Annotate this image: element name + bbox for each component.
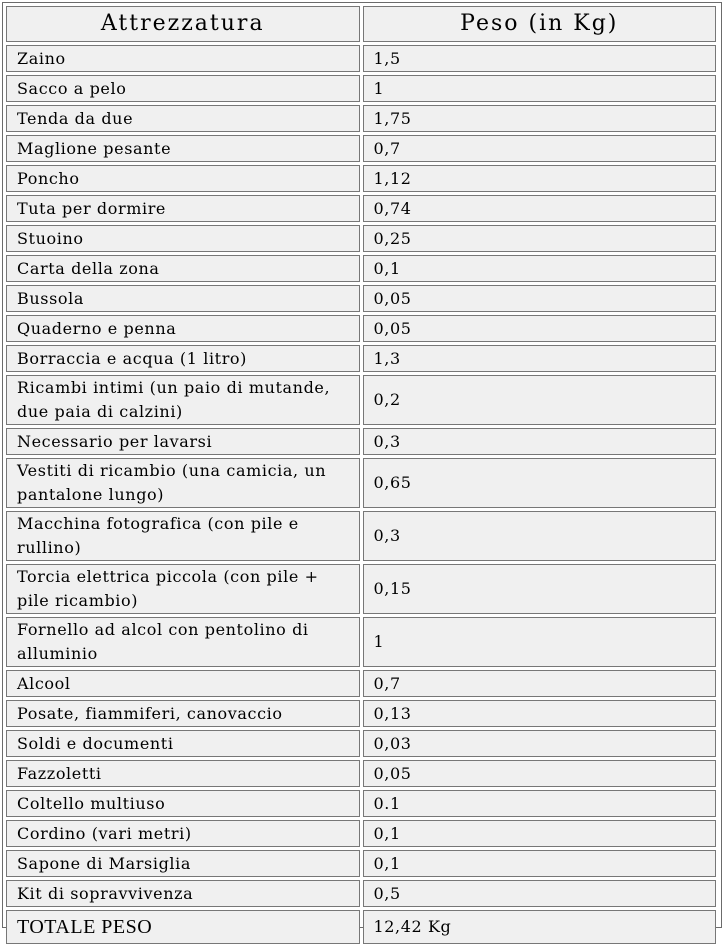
table-row (6, 165, 716, 192)
weight-cell: 0,05 (363, 315, 717, 342)
weight-cell: 1,5 (363, 45, 717, 72)
item-cell: Poncho (6, 165, 360, 192)
item-cell: Necessario per lavarsi (6, 428, 360, 455)
total-label: TOTALE PESO (6, 910, 360, 944)
table-row (6, 458, 716, 508)
table-row (6, 760, 716, 787)
item-cell: Sapone di Marsiglia (6, 850, 360, 877)
weight-cell: 1 (363, 617, 717, 667)
table-row (6, 820, 716, 847)
weight-cell: 1,12 (363, 165, 717, 192)
table-row (6, 700, 716, 727)
table-row (6, 255, 716, 282)
table-row (6, 315, 716, 342)
item-cell: Coltello multiuso (6, 790, 360, 817)
table-frame (2, 2, 722, 938)
item-cell: Cordino (vari metri) (6, 820, 360, 847)
item-cell: Quaderno e penna (6, 315, 360, 342)
header-weight: Peso (in Kg) (363, 6, 717, 42)
weight-cell: 0,03 (363, 730, 717, 757)
item-cell: Macchina fotografica (con pile e rullino) (6, 511, 360, 561)
equipment-table (3, 3, 719, 947)
table-row (6, 850, 716, 877)
item-cell: Torcia elettrica piccola (con pile + pile ricambio) (6, 564, 360, 614)
weight-cell: 0,65 (363, 458, 717, 508)
weight-cell: 0,05 (363, 760, 717, 787)
item-cell: Vestiti di ricambio (una camicia, un pantalone lungo) (6, 458, 360, 508)
item-cell: Posate, fiammiferi, canovaccio (6, 700, 360, 727)
item-cell: Ricambi intimi (un paio di mutande, due paia di calzini) (6, 375, 360, 425)
item-cell: Bussola (6, 285, 360, 312)
table-row (6, 225, 716, 252)
total-value: 12,42 Kg (363, 910, 717, 944)
item-cell: Alcool (6, 670, 360, 697)
weight-cell: 0,3 (363, 511, 717, 561)
item-cell: Soldi e documenti (6, 730, 360, 757)
item-cell: Tuta per dormire (6, 195, 360, 222)
table-row (6, 135, 716, 162)
weight-cell: 0,25 (363, 225, 717, 252)
item-cell: Maglione pesante (6, 135, 360, 162)
table-row (6, 105, 716, 132)
header-row (6, 6, 716, 42)
table-row (6, 564, 716, 614)
item-cell: Borraccia e acqua (1 litro) (6, 345, 360, 372)
weight-cell: 1,75 (363, 105, 717, 132)
item-cell: Kit di sopravvivenza (6, 880, 360, 907)
item-cell: Carta della zona (6, 255, 360, 282)
weight-cell: 0,5 (363, 880, 717, 907)
table-row (6, 670, 716, 697)
weight-cell: 0,7 (363, 670, 717, 697)
weight-cell: 0,15 (363, 564, 717, 614)
weight-cell: 0,1 (363, 850, 717, 877)
weight-cell: 0.1 (363, 790, 717, 817)
weight-cell: 0,74 (363, 195, 717, 222)
weight-cell: 0,7 (363, 135, 717, 162)
item-cell: Sacco a pelo (6, 75, 360, 102)
table-row (6, 730, 716, 757)
table-row (6, 511, 716, 561)
table-row (6, 285, 716, 312)
table-row (6, 617, 716, 667)
item-cell: Stuoino (6, 225, 360, 252)
total-row (6, 910, 716, 944)
table-row (6, 428, 716, 455)
header-equipment: Attrezzatura (6, 6, 360, 42)
weight-cell: 0,1 (363, 255, 717, 282)
weight-cell: 0,1 (363, 820, 717, 847)
table-row (6, 375, 716, 425)
weight-cell: 1 (363, 75, 717, 102)
weight-cell: 0,2 (363, 375, 717, 425)
item-cell: Tenda da due (6, 105, 360, 132)
weight-cell: 0,05 (363, 285, 717, 312)
item-cell: Zaino (6, 45, 360, 72)
table-row (6, 880, 716, 907)
table-row (6, 345, 716, 372)
item-cell: Fornello ad alcol con pentolino di alluminio (6, 617, 360, 667)
table-row (6, 75, 716, 102)
table-row (6, 45, 716, 72)
weight-cell: 0,3 (363, 428, 717, 455)
table-row (6, 195, 716, 222)
weight-cell: 0,13 (363, 700, 717, 727)
table-row (6, 790, 716, 817)
weight-cell: 1,3 (363, 345, 717, 372)
item-cell: Fazzoletti (6, 760, 360, 787)
